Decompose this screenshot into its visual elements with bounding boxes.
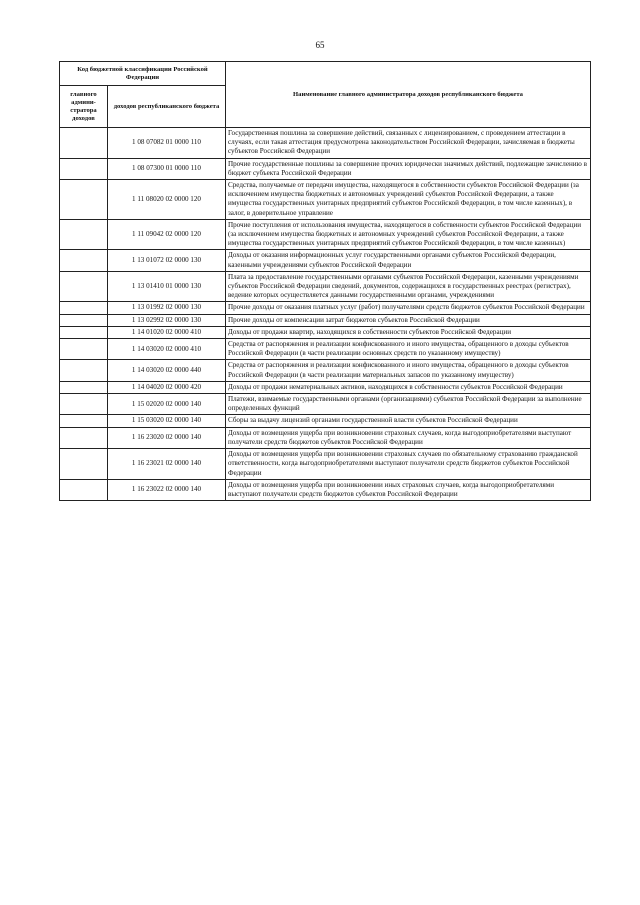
table-row bbox=[60, 180, 591, 220]
admin-code-cell bbox=[60, 449, 108, 480]
table-row bbox=[60, 427, 591, 448]
revenue-code-cell: 1 14 04020 02 0000 420 bbox=[108, 381, 226, 393]
admin-code-cell bbox=[60, 250, 108, 271]
revenue-code-cell: 1 16 23020 02 0000 140 bbox=[108, 427, 226, 448]
table-row bbox=[60, 326, 591, 338]
table-row bbox=[60, 449, 591, 480]
table-row bbox=[60, 394, 591, 415]
admin-code-cell bbox=[60, 360, 108, 381]
admin-code-cell bbox=[60, 314, 108, 326]
revenue-code-cell: 1 13 01072 02 0000 130 bbox=[108, 250, 226, 271]
admin-code-cell bbox=[60, 158, 108, 179]
revenue-code-cell: 1 16 23022 02 0000 140 bbox=[108, 479, 226, 500]
admin-code-cell bbox=[60, 427, 108, 448]
revenue-code-cell: 1 16 23021 02 0000 140 bbox=[108, 449, 226, 480]
header-administrator-name: Наименование главного администратора доходов республиканского бюджета bbox=[226, 62, 591, 128]
admin-code-cell bbox=[60, 381, 108, 393]
revenue-code-cell: 1 14 03020 02 0000 440 bbox=[108, 360, 226, 381]
admin-code-cell bbox=[60, 302, 108, 314]
admin-code-cell bbox=[60, 479, 108, 500]
table-row bbox=[60, 381, 591, 393]
revenue-name-cell: Прочие доходы от компенсации затрат бюджетов субъектов Российской Федерации bbox=[226, 314, 591, 326]
table-row bbox=[60, 360, 591, 381]
table-row bbox=[60, 128, 591, 159]
table-row bbox=[60, 302, 591, 314]
admin-code-cell bbox=[60, 219, 108, 250]
revenue-name-cell: Средства от распоряжения и реализации конфискованного и иного имущества, обращенного в доходы субъектов Российской Федерации (в части реализации основных средств по указанному имуществу) bbox=[226, 339, 591, 360]
revenue-name-cell: Плата за предоставление государственными органами субъектов Российской Федерации, казенными учреждениями субъектов Российской Федерации сведений, документов, содержащихся в государственных реестрах (регистрах), ведение которых осуществляется данными государственными органами, учреждениями bbox=[226, 271, 591, 302]
revenue-name-cell: Доходы от оказания информационных услуг государственными органами субъектов Российской Федерации, казенными учреждениями субъектов Российской Федерации bbox=[226, 250, 591, 271]
table-row bbox=[60, 415, 591, 427]
revenue-name-cell: Прочие государственные пошлины за совершение прочих юридически значимых действий, подлежащие зачислению в бюджет субъекта Российской Федерации bbox=[226, 158, 591, 179]
budget-classification-table bbox=[59, 61, 591, 501]
revenue-name-cell: Доходы от продажи квартир, находящихся в собственности субъектов Российской Федерации bbox=[226, 326, 591, 338]
table-row bbox=[60, 250, 591, 271]
admin-code-cell bbox=[60, 339, 108, 360]
header-admin-code: главного админи-стратора доходов bbox=[60, 86, 108, 128]
revenue-name-cell: Платежи, взимаемые государственными органами (организациями) субъектов Российской Федерации за выполнение определенных функций bbox=[226, 394, 591, 415]
revenue-code-cell: 1 13 01410 01 0000 130 bbox=[108, 271, 226, 302]
admin-code-cell bbox=[60, 180, 108, 220]
revenue-code-cell: 1 11 08020 02 0000 120 bbox=[108, 180, 226, 220]
table-row bbox=[60, 158, 591, 179]
revenue-name-cell: Средства от распоряжения и реализации конфискованного и иного имущества, обращенного в доходы субъектов Российской Федерации (в части реализации материальных запасов по указанному имуществу) bbox=[226, 360, 591, 381]
revenue-code-cell: 1 14 03020 02 0000 410 bbox=[108, 339, 226, 360]
revenue-name-cell: Средства, получаемые от передачи имущества, находящегося в собственности субъектов Российской Федерации (за исключением имущества бюджетных и автономных учреждений субъектов Российской Федерации, а также имущества государственных унитарных предприятий субъектов Российской Федерации, в том числе казенных), в залог, в доверительное управление bbox=[226, 180, 591, 220]
revenue-code-cell: 1 15 03020 02 0000 140 bbox=[108, 415, 226, 427]
revenue-name-cell: Доходы от возмещения ущерба при возникновении иных страховых случаев, когда выгодоприобретателями выступают получатели средств бюджетов субъектов Российской Федерации bbox=[226, 479, 591, 500]
revenue-name-cell: Доходы от возмещения ущерба при возникновении страховых случаев, когда выгодоприобретателями выступают получатели средств бюджетов субъектов Российской Федерации bbox=[226, 427, 591, 448]
revenue-code-cell: 1 13 02992 02 0000 130 bbox=[108, 314, 226, 326]
admin-code-cell bbox=[60, 394, 108, 415]
revenue-code-cell: 1 11 09042 02 0000 120 bbox=[108, 219, 226, 250]
admin-code-cell bbox=[60, 271, 108, 302]
table-row bbox=[60, 314, 591, 326]
revenue-code-cell: 1 13 01992 02 0000 130 bbox=[108, 302, 226, 314]
revenue-code-cell: 1 08 07082 01 0000 110 bbox=[108, 128, 226, 159]
table-row bbox=[60, 219, 591, 250]
table-row bbox=[60, 271, 591, 302]
revenue-name-cell: Прочие поступления от использования имущества, находящегося в собственности субъектов Российской Федерации (за исключением имущества бюджетных и автономных учреждений субъектов Российской Федерации, а также имущества государственных унитарных предприятий субъектов Российской Федерации, в том числе казенных) bbox=[226, 219, 591, 250]
admin-code-cell bbox=[60, 326, 108, 338]
revenue-name-cell: Государственная пошлина за совершение действий, связанных с лицензированием, с проведением аттестации в случаях, если такая аттестация предусмотрена законодательством Российской Федерации, зачисляемая в бюджеты субъектов Российской Федерации bbox=[226, 128, 591, 159]
revenue-name-cell: Сборы за выдачу лицензий органами государственной власти субъектов Российской Федерации bbox=[226, 415, 591, 427]
revenue-name-cell: Доходы от продажи нематериальных активов, находящихся в собственности субъектов Российской Федерации bbox=[226, 381, 591, 393]
admin-code-cell bbox=[60, 128, 108, 159]
admin-code-cell bbox=[60, 415, 108, 427]
header-classification-code: Код бюджетной классификации Российской Федерации bbox=[60, 62, 226, 86]
revenue-name-cell: Прочие доходы от оказания платных услуг (работ) получателями средств бюджетов субъектов Российской Федерации bbox=[226, 302, 591, 314]
header-revenue-code: доходов республиканского бюджета bbox=[108, 86, 226, 128]
table-row bbox=[60, 479, 591, 500]
revenue-name-cell: Доходы от возмещения ущерба при возникновении страховых случаев по обязательному страхованию гражданской ответственности, когда выгодоприобретателями выступают получатели средств бюджетов субъектов Российской Федерации bbox=[226, 449, 591, 480]
table-row bbox=[60, 339, 591, 360]
revenue-code-cell: 1 08 07300 01 0000 110 bbox=[108, 158, 226, 179]
revenue-code-cell: 1 15 02020 02 0000 140 bbox=[108, 394, 226, 415]
revenue-code-cell: 1 14 01020 02 0000 410 bbox=[108, 326, 226, 338]
page-number: 65 bbox=[315, 40, 325, 50]
